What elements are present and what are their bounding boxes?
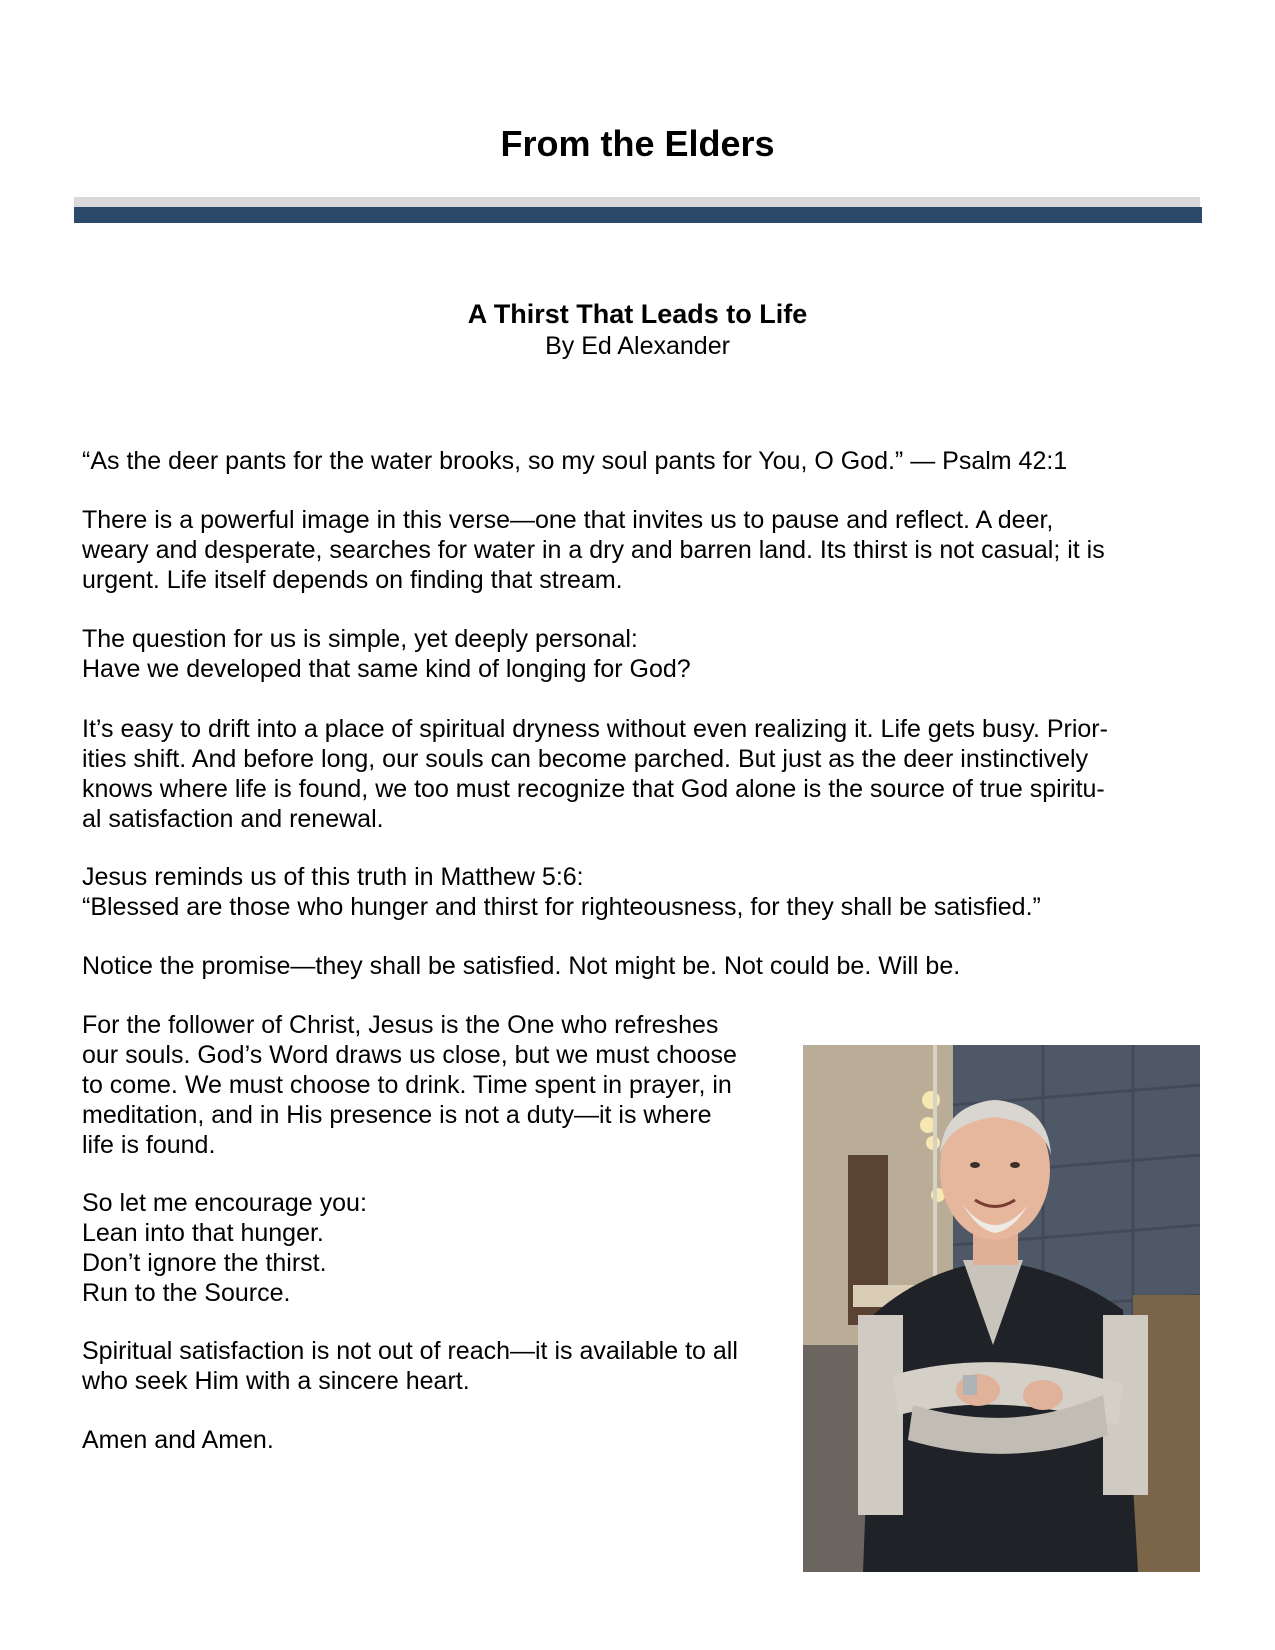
header-rule-dark xyxy=(74,207,1202,223)
paragraph-1: There is a powerful image in this verse—one that invites us to pause and reflect. A deer, weary and desperate, searches for water in a dry and barren land. Its thirst is not casual; it is urgent. Life itself depends on finding that stream. xyxy=(82,506,1105,594)
paragraph-3: It’s easy to drift into a place of spiritual dryness without even realizing it. Life gets busy. Prior- ities shift. And before long, our souls can become parched. But just as the deer instinctively knows where life is found, we too must recognize that God alone is the source of true spiritu- al satisfaction and renewal. xyxy=(82,715,1108,833)
author-photo xyxy=(803,1045,1200,1572)
paragraph-4: Jesus reminds us of this truth in Matthew 5:6: “Blessed are those who hunger and thirst for righteousness, for they shall be satisfied.” xyxy=(82,863,1041,921)
page-title: From the Elders xyxy=(500,123,775,164)
paragraph-2: The question for us is simple, yet deeply personal: Have we developed that same kind of longing for God? xyxy=(82,625,691,683)
paragraph-6: For the follower of Christ, Jesus is the One who refreshes our souls. God’s Word draws us close, but we must choose to come. We must choose to drink. Time spent in prayer, in meditation, and in His presence is not a duty—it is where life is found. xyxy=(82,1011,737,1159)
header-rule-light xyxy=(74,197,1200,207)
scripture-quote: “As the deer pants for the water brooks, so my soul pants for You, O God.” — Psalm 42:1 xyxy=(82,447,1068,475)
paragraph-7: So let me encourage you: Lean into that hunger. Don’t ignore the thirst. Run to the Source. xyxy=(82,1189,367,1307)
paragraph-5: Notice the promise—they shall be satisfied. Not might be. Not could be. Will be. xyxy=(82,952,961,980)
paragraph-9: Amen and Amen. xyxy=(82,1426,274,1454)
article-byline: By Ed Alexander xyxy=(545,332,730,360)
paragraph-8: Spiritual satisfaction is not out of reach—it is available to all who seek Him with a sincere heart. xyxy=(82,1337,738,1395)
article-title: A Thirst That Leads to Life xyxy=(467,299,808,329)
